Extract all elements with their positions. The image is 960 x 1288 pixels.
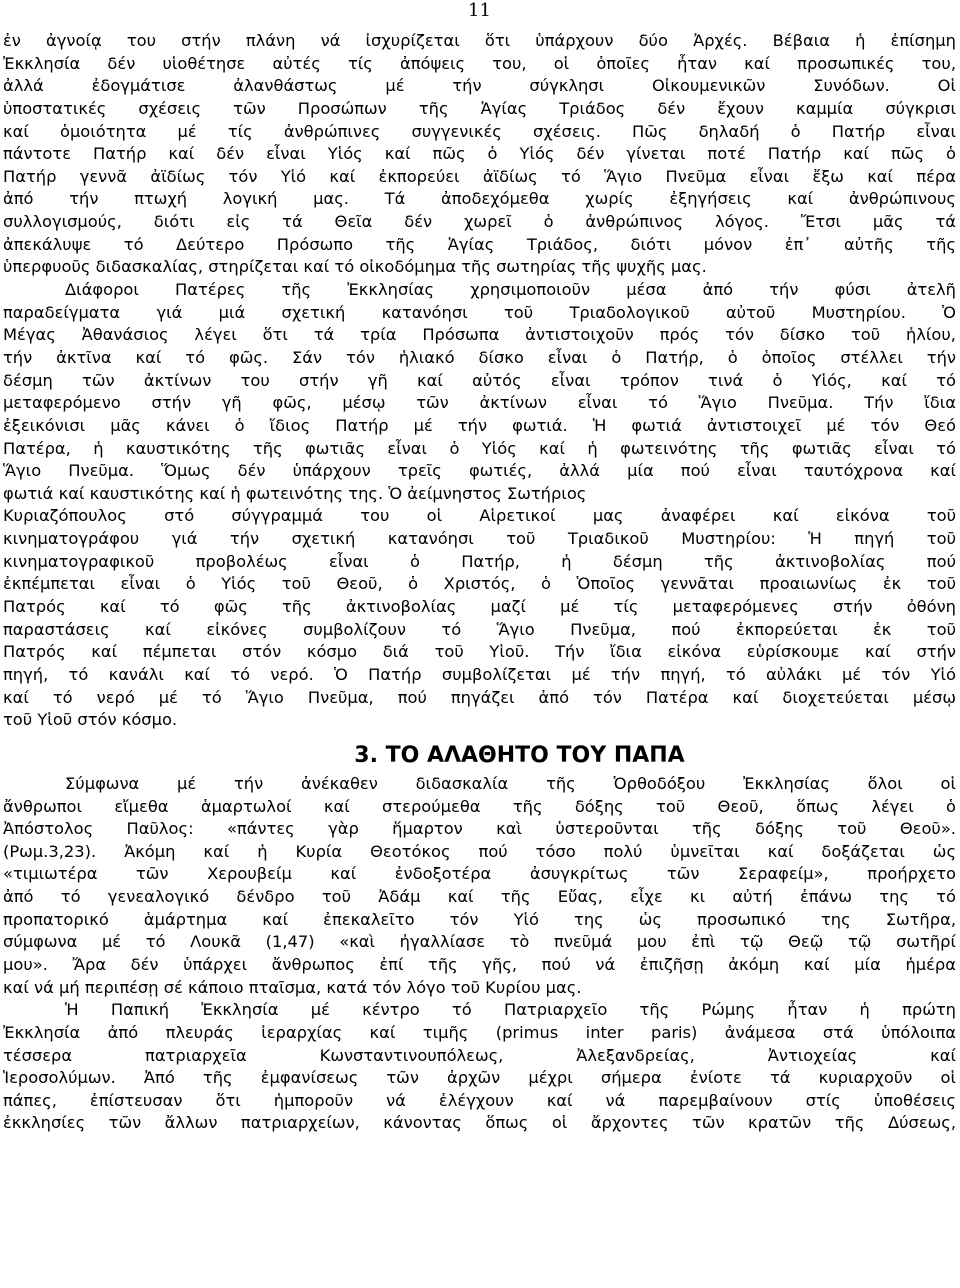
text-line: Ἡ Παπική Ἐκκλησία μέ κέντρο τό Πατριαρχεῖο τῆς Ρώμης ἦταν ἡ πρώτη — [65, 1000, 956, 1020]
text-line: σύμφωνα μέ τό Λουκᾶ (1,47) «καὶ ἠγαλλίασε τὸ πνεῦμά μου ἐπὶ τῷ Θεῷ τῷ σωτῆρί — [3, 932, 956, 952]
text-line: καί νά μή περιπέσῃ σέ κάποιο πταῖσμα, κατά τόν λόγο τοῦ Κυρίου μας. — [3, 977, 582, 997]
text-line: Ἅγιο Πνεῦμα. Ὅμως δέν ὑπάρχουν τρεῖς φωτιές, ἀλλά μία πού εἶναι ταυτόχρονα καί — [3, 461, 956, 481]
text-line: ἐκκλησίες τῶν ἄλλων πατριαρχείων, κάνοντας ὅπως οἱ ἄρχοντες τῶν κρατῶν τῆς Δύσεως, — [3, 1113, 956, 1133]
text-line: μου». Ἄρα δέν ὑπάρχει ἄνθρωπος ἐπί τῆς γῆς, πού νά ἐπιζῆσῃ ἀκόμη καί μία ἡμέρα — [3, 954, 956, 974]
section-heading: 3. ΤΟ ΑΛΑΘΗΤΟ ΤΟΥ ΠΑΠΑ — [354, 742, 685, 768]
text-line: Πατρός καί πέμπεται στόν κόσμο διά τοῦ Υἱοῦ. Τήν ἴδια εἰκόνα εὑρίσκουμε καί στήν — [3, 642, 956, 662]
text-line: Πατέρα, ἡ καυστικότης τῆς φωτιᾶς εἶναι ὁ Υἱός καί ἡ φωτεινότης τῆς φωτιᾶς εἶναι τό — [3, 438, 956, 458]
text-line: κινηματογραφικοῦ προβολέως εἶναι ὁ Πατήρ, ἡ δέσμη τῆς ἀκτινοβολίας πού — [3, 551, 956, 571]
text-line: ὑποστατικές σχέσεις τῶν Προσώπων τῆς Ἁγίας Τριάδος δέν ἔχουν καμμία σύγκρισι — [3, 98, 956, 118]
text-line: τοῦ Υἱοῦ στόν κόσμο. — [3, 710, 178, 730]
text-line: «τιμιωτέρα τῶν Χερουβείμ καί ἐνδοξοτέρα ἀσυγκρίτως τῶν Σεραφείμ», προήρχετο — [3, 864, 956, 884]
text-line: δέσμη τῶν ἀκτίνων του στήν γῆ καί αὐτός εἶναι τρόπον τινά ὁ Υἱός, καί τό — [3, 370, 956, 390]
text-line: τέσσερα πατριαρχεῖα Κωνσταντινουπόλεως, Ἀλεξανδρείας, Ἀντιοχείας καί — [3, 1045, 956, 1065]
document-body — [3, 30, 956, 1135]
text-line: τήν ἀκτῖνα καί τό φῶς. Σάν τόν ἡλιακό δίσκο εἶναι ὁ Πατήρ, ὁ ὁποῖος στέλλει τήν — [3, 347, 956, 367]
text-line: ἄνθρωποι εἴμεθα ἁμαρτωλοί καί στερούμεθα τῆς δόξης τοῦ Θεοῦ, ὅπως λέγει ὁ — [3, 796, 956, 816]
text-line: Κυριαζόπουλος στό σύγγραμμά του οἱ Αἱρετικοί μας ἀναφέρει καί εἰκόνα τοῦ — [3, 506, 956, 526]
text-line: ἀλλά ἐδογμάτισε ἀλανθάστως μέ τήν σύγκλησι Οἰκουμενικῶν Συνόδων. Οἱ — [3, 76, 956, 96]
text-line: παραστάσεις καί εἰκόνες συμβολίζουν τό Ἅγιο Πνεῦμα, πού ἐκπορεύεται ἐκ τοῦ — [3, 619, 956, 639]
text-line: Ἱεροσολύμων. Ἀπό τῆς ἐμφανίσεως τῶν ἀρχῶν μέχρι σήμερα ἐνίοτε τά κυριαρχοῦν οἱ — [3, 1068, 956, 1088]
text-line: Ἐκκλησία ἀπό πλευράς ἱεραρχίας καί τιμῆς (primus inter paris) ἀνάμεσα στά ὑπόλοιπα — [3, 1022, 956, 1042]
text-line: ὑπερφυοῦς διδασκαλίας, στηρίζεται καί τό οἰκοδόμημα τῆς σωτηρίας τῆς ψυχῆς μας. — [3, 257, 707, 277]
text-line: καί τό νερό μέ τό Ἅγιο Πνεῦμα, πού πηγάζει ἀπό τόν Πατέρα καί διοχετεύεται μέσῳ — [3, 687, 956, 707]
section-papal-infallibility-text — [3, 773, 956, 1135]
text-line: καί ὁμοιότητα μέ τίς ἀνθρώπινες συγγενικές σχέσεις. Πῶς δηλαδή ὁ Πατήρ εἶναι — [3, 121, 956, 141]
text-line: ἐν ἀγνοίᾳ του στήν πλάνη νά ἰσχυρίζεται ὅτι ὑπάρχουν δύο Ἀρχές. Βέβαια ἡ ἐπίσημη — [3, 31, 956, 50]
text-line: ἀπεκάλυψε τό Δεύτερο Πρόσωπο τῆς Ἁγίας Τριάδος, διότι μόνον ἐπ᾿ αὐτῆς τῆς — [3, 234, 956, 254]
text-line: Διάφοροι Πατέρες τῆς Ἐκκλησίας χρησιμοποιοῦν μέσα ἀπό τήν φύσι ἀτελῆ — [65, 280, 956, 300]
text-line: Μέγας Ἀθανάσιος λέγει ὅτι τά τρία Πρόσωπα ἀντιστοιχοῦν πρός τόν δίσκο τοῦ ἡλίου, — [3, 325, 956, 345]
text-line: συλλογισμούς, διότι εἰς τά Θεῖα δέν χωρεῖ ὁ ἀνθρώπινος λόγος. Ἔτσι μᾶς τά — [3, 212, 956, 232]
text-line: μεταφερόμενο στήν γῆ φῶς, μέσῳ τῶν ἀκτίνων εἶναι τό Ἅγιο Πνεῦμα. Τήν ἴδια — [3, 393, 956, 413]
text-line: προπατορικό ἁμάρτημα καί ἐπεκαλεῖτο τόν Υἱό της ὡς προσωπικό της Σωτῆρα, — [3, 909, 956, 929]
text-line: Πατρός καί τό φῶς τῆς ἀκτινοβολίας μαζί μέ τίς μεταφερόμενες στήν ὀθόνη — [3, 597, 956, 617]
text-line: ἐκπέμπεται εἶναι ὁ Υἱός τοῦ Θεοῦ, ὁ Χριστός, ὁ Ὁποῖος γεννᾶται προαιωνίως ἐκ τοῦ — [3, 574, 956, 594]
text-line: κινηματογράφου γιά τήν σχετική κατανόησι τοῦ Τριαδικοῦ Μυστηρίου: Ἡ πηγή τοῦ — [3, 529, 956, 549]
text-line: (Ρωμ.3,23). Ἀκόμη καί ἡ Κυρία Θεοτόκος πού τόσο πολύ ὑμνεῖται καί δοξάζεται ὡς — [3, 841, 956, 861]
text-line: πάπες, ἐπίστευσαν ὅτι ἡμποροῦν νά ἐλέγχουν καί νά παρεμβαίνουν στίς ὑποθέσεις — [3, 1090, 956, 1110]
text-line: φωτιά καί καυστικότης καί ἡ φωτεινότης της. Ὁ ἀείμνηστος Σωτήριος — [3, 483, 587, 503]
text-line: πάντοτε Πατήρ καί δέν εἶναι Υἱός καί πῶς ὁ Υἱός δέν γίνεται ποτέ Πατήρ καί πῶς ὁ — [3, 144, 956, 164]
text-line: Πατήρ γεννᾶ ἀϊδίως τόν Υἱό καί ἐκπορεύει ἀϊδίως τό Ἅγιο Πνεῦμα εἶναι ἔξω καί πέρα — [3, 166, 956, 186]
section-trinity-text — [3, 30, 956, 732]
page-number: 11 — [468, 0, 491, 21]
text-line: Ἐκκλησία δέν υἱοθέτησε αὐτές τίς ἀπόψεις του, οἱ ὁποῖες ἦταν καί προσωπικές του, — [3, 53, 956, 73]
text-line: πηγή, τό κανάλι καί τό νερό. Ὁ Πατήρ συμβολίζεται μέ τήν πηγή, τό αὐλάκι μέ τόν Υἱό — [3, 664, 956, 684]
text-line: ἀπό τήν πτωχή λογική μας. Τά ἀποδεχόμεθα χωρίς ἐξηγήσεις καί ἀνθρώπινους — [3, 189, 956, 209]
text-line: Ἀπόστολος Παῦλος: «πάντες γὰρ ἥμαρτον καὶ ὑστεροῦνται τῆς δόξης τοῦ Θεοῦ». — [3, 819, 956, 839]
text-line: παραδείγματα γιά μιά σχετική κατανόησι τοῦ Τριαδολογικοῦ αὐτοῦ Μυστηρίου. Ὁ — [3, 302, 956, 322]
text-line: Σύμφωνα μέ τήν ἀνέκαθεν διδασκαλία τῆς Ὀρθοδόξου Ἐκκλησίας ὅλοι οἱ — [65, 773, 956, 793]
text-line: ἀπό τό γενεαλογικό δένδρο τοῦ Ἀδάμ καί τῆς Εὔας, εἶχε κι αὐτή ἐπάνω της τό — [3, 887, 956, 907]
text-line: ἐξεικόνισι μᾶς κάνει ὁ ἴδιος Πατήρ μέ τήν φωτιά. Ἡ φωτιά ἀντιστοιχεῖ μέ τόν Θεό — [3, 415, 956, 435]
